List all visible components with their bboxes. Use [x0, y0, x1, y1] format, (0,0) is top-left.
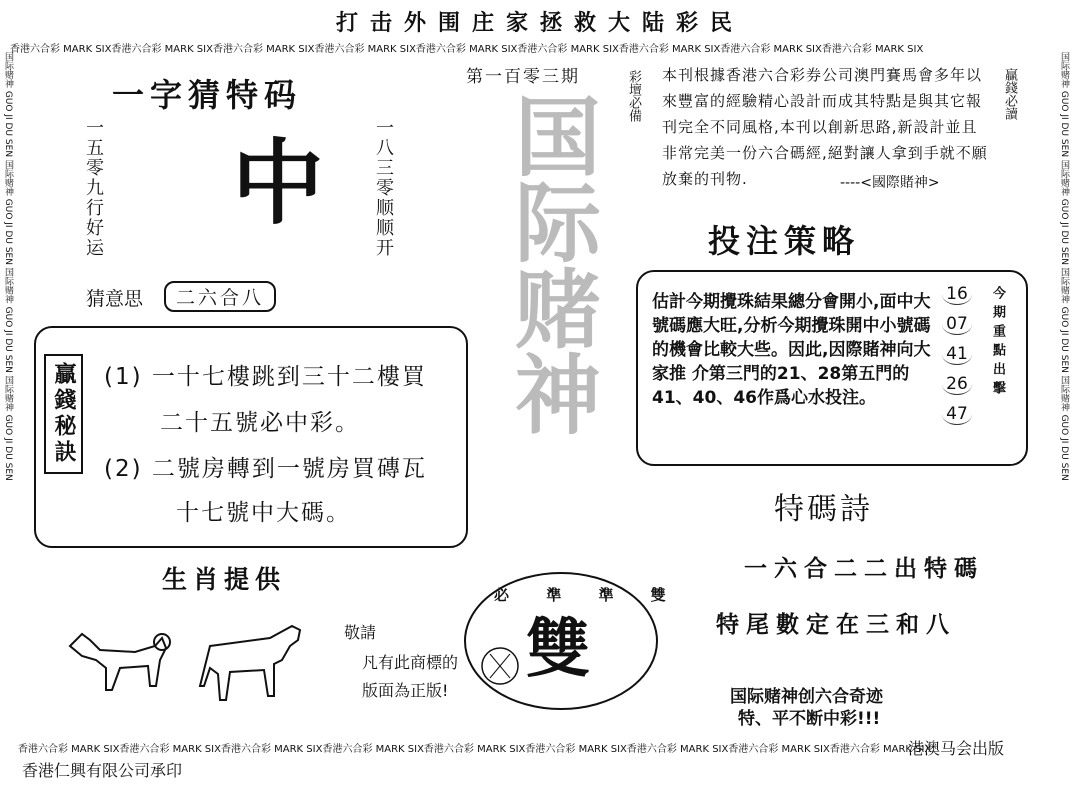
strategy-number: 16 — [942, 284, 972, 305]
win-secret-label: 贏錢秘訣 — [44, 354, 83, 474]
strategy-number: 41 — [942, 344, 972, 365]
footer-strip: 香港六合彩 MARK SIX香港六合彩 MARK SIX香港六合彩 MARK SIX香港六合彩 MARK SIX香港六合彩 MARK SIX香港六合彩 MARK SIX香港六合彩 MARK SIX香港六合彩 MARK SIX香港六合彩 MARK SIX — [18, 744, 932, 755]
zodiac-title: 生肖提供 — [162, 565, 287, 594]
notice-signature: ----<國際賭神> — [840, 175, 940, 191]
seal-character: 雙 — [526, 613, 590, 687]
poem-title: 特碼詩 — [774, 492, 873, 527]
poem-line1: 一六合二二出特碼 — [744, 556, 984, 582]
caution-line1: 凡有此商標的 — [362, 653, 459, 672]
win-secret-line3: (2) 二號房轉到一號房買磚瓦 — [104, 456, 427, 482]
printer: 香港仁興有限公司承印 — [22, 761, 183, 780]
left-side-strip: 国际赌神 GUO JI DU SEN 国际赌神 GUO JI DU SEN 国际赌神 GUO JI DU SEN 国际赌神 GUO JI DU SEN — [3, 52, 13, 481]
win-secret-box — [34, 326, 468, 548]
guess-character: 中 — [232, 130, 325, 237]
header-strip: 香港六合彩 MARK SIX香港六合彩 MARK SIX香港六合彩 MARK SIX香港六合彩 MARK SIX香港六合彩 MARK SIX香港六合彩 MARK SIX香港六合彩 MARK SIX香港六合彩 MARK SIX香港六合彩 MARK SIX — [10, 44, 924, 55]
win-secret-line4: 十七號中大碼。 — [176, 500, 351, 526]
strategy-number: 26 — [942, 374, 972, 395]
strategy-title: 投注策略 — [708, 222, 861, 260]
strategy-numbers — [942, 284, 972, 434]
win-secret-line1: (1) 一十七樓跳到三十二樓買 — [104, 364, 427, 390]
seal-arc-text: 必 準 準 雙 — [494, 586, 682, 604]
strategy-number: 07 — [942, 314, 972, 335]
guess-title: 一字猜特码 — [112, 76, 303, 114]
strategy-number: 47 — [942, 404, 972, 425]
slogan-line1: 国际赌神创六合奇迹 — [730, 687, 883, 707]
strategy-text: 估計今期攪珠結果總分會開小,面中大號碼應大旺,分析今期攪珠開中小號碼的機會比較大些。因此,因際賭神向大家推 介第三門的21、28第五門的41、40、46作爲心水投注。 — [652, 292, 931, 408]
caution-head: 敬請 — [344, 623, 377, 642]
notice-side-right: 贏錢必讀 — [1002, 68, 1017, 120]
strategy-side-label: 今期重點出擊 — [990, 286, 1005, 400]
zodiac-illustration — [60, 616, 320, 716]
ox-icon — [200, 626, 300, 700]
notice-side-left: 彩壇必備 — [626, 70, 641, 122]
guess-right-vertical: 一八三零顺顺开 — [373, 118, 394, 258]
guess-meaning-value: 二六合八 — [164, 281, 276, 312]
issue-number: 第一百零三期 — [466, 67, 580, 87]
publisher: 港澳马会出版 — [908, 739, 1005, 758]
watermark-text: 国际赌神 — [499, 92, 600, 436]
right-side-strip: 国际赌神 GUO JI DU SEN 国际赌神 GUO JI DU SEN 国际赌神 GUO JI DU SEN 国际赌神 GUO JI DU SEN — [1059, 52, 1069, 481]
dog-icon — [70, 634, 170, 690]
strategy-box — [636, 270, 1028, 466]
win-secret-line2: 二十五號必中彩。 — [160, 410, 360, 436]
notice-text: 本刊根據香港六合彩券公司澳門賽馬會多年以來豐富的經驗精心設計而成其特點是與其它報刊完全不同風格,本刊以創新思路,新設計並且非常完美一份六合碼經,絕對讓人拿到手就不願放棄的刊物. — [662, 66, 988, 188]
poem-line2: 特尾數定在三和八 — [716, 612, 956, 638]
caution-line2: 版面為正版! — [362, 681, 449, 700]
slogan-line2: 特、平不断中彩!!! — [738, 709, 881, 729]
guess-left-vertical: 一五零九行好运 — [83, 118, 104, 258]
top-banner: 打击外围庄家拯救大陆彩民 — [335, 11, 744, 36]
guess-meaning-label: 猜意思 — [86, 288, 144, 310]
